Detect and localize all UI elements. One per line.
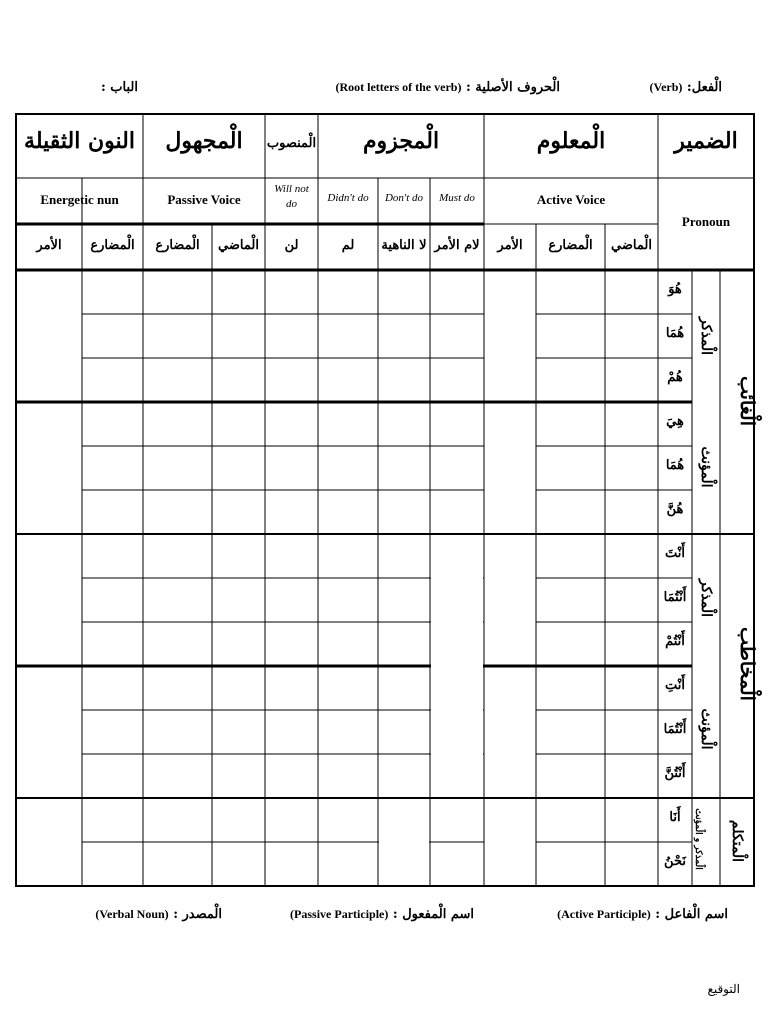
sub-energetic-amr: الأمر — [36, 238, 62, 253]
header-energetic-ar: النون الثقيلة — [24, 128, 135, 154]
pronoun-cell: أَنْتِ — [665, 678, 685, 693]
pronoun-cell: هُمَا — [665, 458, 685, 473]
group-muannath-2: الْمؤنث — [698, 708, 714, 750]
pronoun-cell: أَنْتُمَا — [663, 722, 687, 737]
pronoun-cell: هِيَ — [666, 414, 684, 429]
header-jussive-ar: الْمجزوم — [362, 128, 440, 154]
pronoun-cell: أَنْتَ — [665, 546, 685, 561]
masdar-label — [95, 907, 222, 922]
passive-participle-ar: اسم الْمفعول : — [392, 907, 474, 922]
header-passive-ar: الْمجهول — [165, 128, 243, 154]
pronoun-cell: أَنْتُنَّ — [664, 766, 686, 781]
header-will-not-do: Will not do — [274, 183, 309, 210]
header-must-do: Must do — [439, 192, 475, 204]
verb-label — [650, 80, 723, 95]
root-letters-en: (Root letters of the verb) — [335, 80, 462, 94]
masdar-ar: الْمصدر : — [173, 907, 222, 922]
sub-active-amr: الأمر — [497, 238, 523, 253]
pronoun-cell: أَنْتُمْ — [665, 634, 685, 649]
sub-passive-madi: الْماضي — [218, 238, 259, 253]
header-pronoun-en: Pronoun — [681, 214, 731, 229]
header-pronoun-ar: الضمير — [674, 128, 738, 154]
sub-la-nahiya: لا الناهية — [381, 238, 427, 253]
root-letters-ar: الْحروف الأصلية : — [465, 80, 560, 95]
group-mukhatab: الْمخاطب — [736, 627, 758, 701]
pronoun-cell: هُمَا — [665, 326, 685, 341]
header-active-ar: الْمعلوم — [536, 128, 606, 154]
pronoun-cell: هُنَّ — [666, 502, 684, 517]
sub-active-madi: الْماضي — [611, 238, 652, 253]
header-dont-do: Don't do — [384, 192, 424, 204]
group-both-genders: الْمذكر و الْمؤنث — [693, 808, 703, 870]
active-participle-ar: اسم الْفاعل : — [655, 907, 728, 922]
merged-cell — [379, 800, 429, 884]
pronoun-cell: هُوَ — [668, 282, 682, 297]
header-energetic-en: Energetic nun — [40, 192, 119, 207]
pronoun-cell: أَنْتُمَا — [663, 590, 687, 605]
sub-passive-mudari: الْمضارع — [155, 238, 200, 253]
sub-active-mudari: الْمضارع — [548, 238, 593, 253]
bab-label: الباب : — [100, 80, 138, 95]
header-active-en: Active Voice — [536, 192, 606, 207]
passive-participle-en: (Passive Participle) — [290, 907, 389, 921]
group-mudhakkar-1: الْمذكر — [698, 317, 714, 355]
signature-label: التوقيع — [707, 982, 740, 996]
pronoun-cell: نَحْنُ — [664, 854, 686, 869]
sub-lam-amr: لام الأمر — [434, 238, 480, 253]
merged-cell — [431, 536, 483, 796]
root-letters-label — [335, 80, 560, 95]
group-muannath-1: الْمؤنث — [698, 446, 714, 488]
masdar-en: (Verbal Noun) — [95, 907, 169, 921]
group-ghaib: الْغائب — [736, 376, 758, 426]
sub-energetic-mudari: الْمضارع — [90, 238, 135, 253]
pronoun-cell: هُمْ — [667, 370, 683, 385]
header-didnt-do: Didn't do — [327, 192, 369, 204]
sub-lan: لن — [284, 238, 299, 253]
passive-participle-label — [290, 907, 474, 922]
pronoun-cell: أَنَا — [669, 810, 681, 825]
verb-label-ar: الْفعل: — [686, 80, 722, 95]
active-participle-en: (Active Participle) — [557, 907, 651, 921]
sub-lam: لم — [341, 238, 355, 253]
group-mudhakkar-2: الْمذكر — [698, 579, 714, 617]
group-mutakallim: الْمتكلم — [729, 819, 745, 863]
header-mansub-ar: الْمنصوب — [266, 136, 317, 151]
active-participle-label — [557, 907, 728, 922]
header-passive-en: Passive Voice — [167, 192, 241, 207]
verb-label-en: (Verb) — [649, 80, 683, 94]
